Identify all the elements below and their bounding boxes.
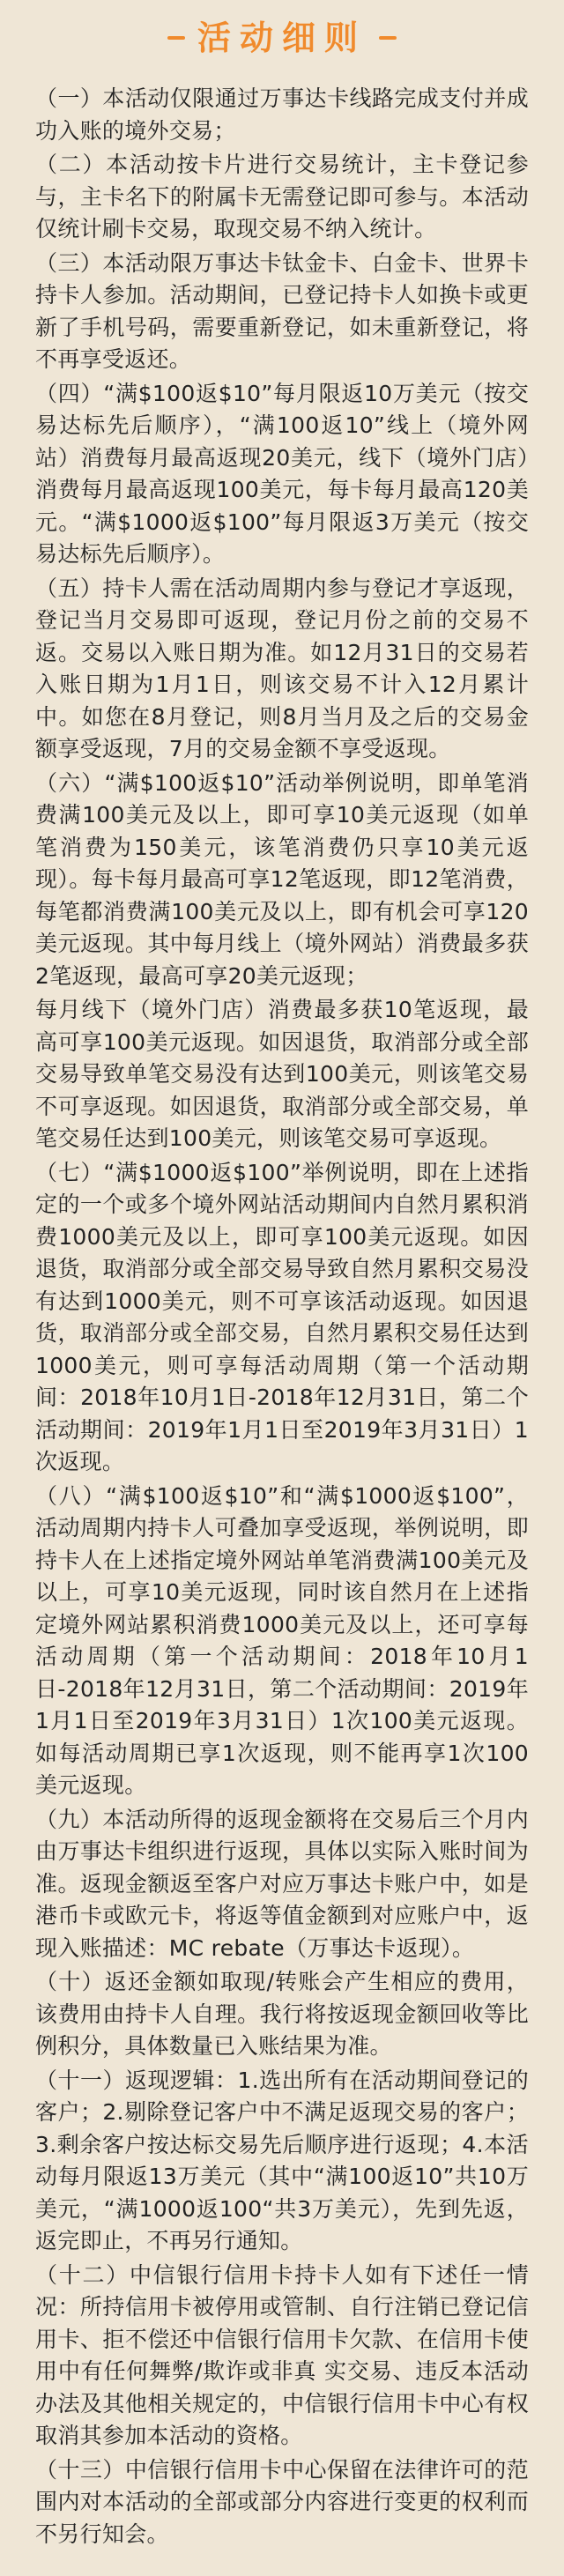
rule-item-3: （三）本活动限万事达卡钛金卡、白金卡、世界卡持卡人参加。活动期间，已登记持卡人如换卡或更新了手机号码，需要重新登记，如未重新登记，将不再享受返还。 [35,249,529,372]
rule-item-8: （八）“满$100返$10”和“满$1000返$100”，活动周期内持卡人可叠加享受返现，举例说明，即持卡人在上述指定境外网站单笔消费满100美元及以上，可享10美元返现，同时该自然月在上述指定境外网站累积消费1000美元及以上，还可享每活动周期（第一个活动期间：2018年10月1日-2018年12月31日，第二个活动期间：2019年1月1日至2019年3月31日）1次100美元返现。如每活动周期已享1次返现，则不能再享1次100美元返现。 [35,1482,529,1798]
rule-item-1: （一）本活动仅限通过万事达卡线路完成支付并成功入账的境外交易； [35,85,529,144]
rule-item-2: （二）本活动按卡片进行交易统计，主卡登记参与，主卡名下的附属卡无需登记即可参与。本活动仅统计刷卡交易，取现交易不纳入统计。 [35,152,529,241]
right-dash-ornament [379,36,397,40]
rule-item-7: （七）“满$1000返$100”举例说明，即在上述指定的一个或多个境外网站活动期间内自然月累积消费1000美元及以上，即可享100美元返现。如因退货，取消部分或全部交易导致自然月累积交易没有达到1000美元，则不可享该活动返现。如因退货，取消部分或全部交易，自然月累积交易任达到1000美元，则可享每活动周期（第一个活动期间：2018年10月1日-2018年12月31日，第二个活动期间：2019年1月1日至2019年3月31日）1次返现。 [35,1159,529,1474]
rule-item-12: （十二）中信银行信用卡持卡人如有下述任一情况：所持信用卡被停用或管制、自行注销已登记信用卡、拒不偿还中信银行信用卡欠款、在信用卡使用中有任何舞弊/欺诈或非真 实交易、违反本活动办法及其他相关规定的，中信银行信用卡中心有权取消其参加本活动的资格。 [35,2261,529,2448]
rule-item-4: （四）“满$100返$10”每月限返10万美元（按交易达标先后顺序），“满100返10”线上（境外网站）消费每月最高返现20美元，线下（境外门店）消费每月最高返现100美元，每卡每月最高120美元。“满$1000返$100”每月限返3万美元（按交易达标先后顺序）。 [35,380,529,567]
left-dash-ornament [167,36,185,40]
rule-item-5: （五）持卡人需在活动周期内参与登记才享返现，登记当月交易即可返现，登记月份之前的交易不返。交易以入账日期为准。如12月31日的交易若入账日期为1月1日，则该交易不计入12月累计中。如您在8月登记，则8月当月及之后的交易金额享受返现，7月的交易金额不享受返现。 [35,575,529,761]
rule-item-11: （十一）返现逻辑：1.选出所有在活动期间登记的客户；2.剔除登记客户中不满足返现交易的客户；3.剩余客户按达标交易先后顺序进行返现；4.本活动每月限返13万美元（其中“满100返10”共10万美元，“满1000返100“共3万美元），先到先返，返完即止，不再另行通知。 [35,2067,529,2253]
page-title: 活动细则 [197,19,367,57]
rule-item-6-continued: 每月线下（境外门店）消费最多获10笔返现，最高可享100美元返现。如因退货，取消部分或全部交易导致单笔交易没有达到100美元，则该笔交易不可享返现。如因退货，取消部分或全部交易，单笔交易任达到100美元，则该笔交易可享返现。 [35,997,529,1151]
rule-item-6: （六）“满$100返$10”活动举例说明，即单笔消费满100美元及以上，即可享10美元返现（如单笔消费为150美元，该笔消费仍只享10美元返现）。每卡每月最高可享12笔返现，即12笔消费，每笔都消费满100美元及以上，即有机会可享120美元返现。其中每月线上（境外网站）消费最多获2笔返现，最高可享20美元返现； [35,769,529,989]
rule-item-9: （九）本活动所得的返现金额将在交易后三个月内由万事达卡组织进行返现，具体以实际入账时间为准。返现金额返至客户对应万事达卡账户中，如是港币卡或欧元卡，将返等值金额到对应账户中，返现入账描述：MC rebate（万事达卡返现）。 [35,1806,529,1961]
rule-item-13: （十三）中信银行信用卡中心保留在法律许可的范围内对本活动的全部或部分内容进行变更的权利而不另行知会。 [35,2456,529,2547]
rules-list [35,83,529,2550]
rule-item-10: （十）返还金额如取现/转账会产生相应的费用，该费用由持卡人自理。我行将按返现金额回收等比例积分，具体数量已入账结果为准。 [35,1969,529,2059]
section-header [35,16,529,60]
